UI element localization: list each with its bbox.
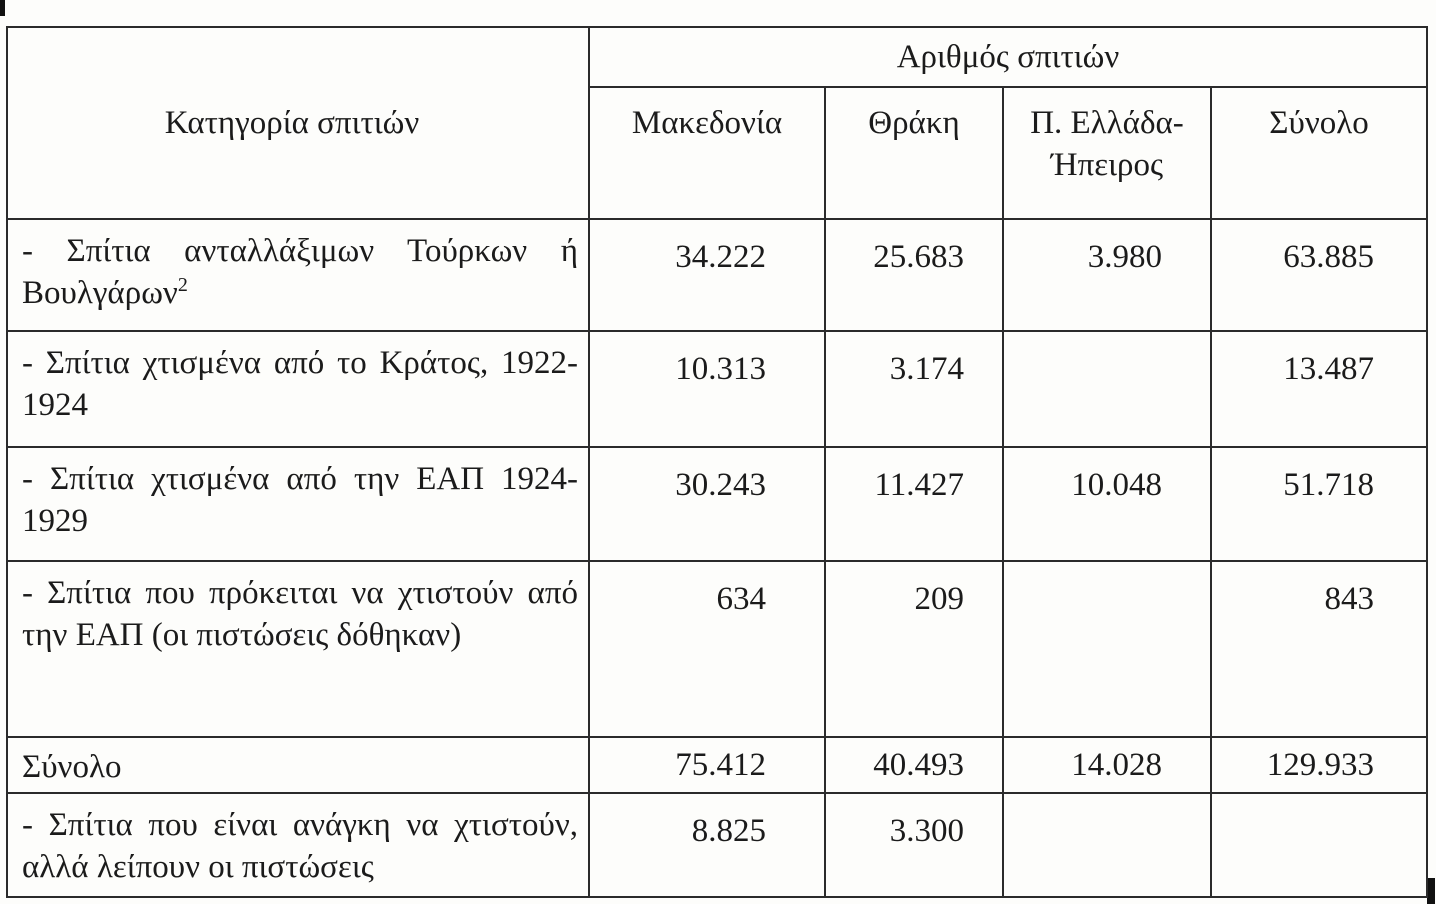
column-header-macedonia: Μακεδονία [589, 87, 825, 219]
cell-macedonia: 75.412 [589, 737, 825, 793]
table-row [7, 793, 1427, 897]
cell-macedonia: 34.222 [589, 219, 825, 331]
cell-central-greece-epirus [1003, 331, 1211, 447]
cell-macedonia: 8.825 [589, 793, 825, 897]
cell-macedonia: 634 [589, 561, 825, 737]
row-label: - Σπίτια χτισμένα από την ΕΑΠ 1924-1929 [7, 447, 589, 561]
category-header: Κατηγορία σπιτιών [7, 27, 589, 219]
table-body [7, 219, 1427, 897]
table-row-total [7, 737, 1427, 793]
row-label: - Σπίτια χτισμένα από το Κράτος, 1922-1924 [7, 331, 589, 447]
cell-macedonia: 10.313 [589, 331, 825, 447]
row-label-text: - Σπίτια ανταλλάξιμων Τούρκων ή Βουλγάρων [22, 233, 578, 312]
group-header: Αριθμός σπιτιών [589, 27, 1427, 87]
cell-central-greece-epirus: 14.028 [1003, 737, 1211, 793]
cell-thrace: 209 [825, 561, 1003, 737]
column-header-thrace: Θράκη [825, 87, 1003, 219]
column-header-total: Σύνολο [1211, 87, 1427, 219]
cell-thrace: 40.493 [825, 737, 1003, 793]
cell-thrace: 3.174 [825, 331, 1003, 447]
cell-thrace: 11.427 [825, 447, 1003, 561]
header-row-group [7, 27, 1427, 87]
column-header-central-greece-epirus: Π. Ελλάδα-Ήπειρος [1003, 87, 1211, 219]
cell-central-greece-epirus: 3.980 [1003, 219, 1211, 331]
scan-edge-mark-bottom [1427, 878, 1435, 904]
cell-total: 843 [1211, 561, 1427, 737]
cell-macedonia: 30.243 [589, 447, 825, 561]
table-row [7, 447, 1427, 561]
row-label: Σύνολο [7, 737, 589, 793]
cell-central-greece-epirus: 10.048 [1003, 447, 1211, 561]
row-label: - Σπίτια που είναι ανάγκη να χτιστούν, αλλά λείπουν οι πιστώσεις [7, 793, 589, 897]
table-row [7, 331, 1427, 447]
cell-thrace: 3.300 [825, 793, 1003, 897]
footnote-marker: 2 [177, 274, 188, 297]
table-row [7, 219, 1427, 331]
cell-central-greece-epirus [1003, 561, 1211, 737]
cell-thrace: 25.683 [825, 219, 1003, 331]
cell-central-greece-epirus [1003, 793, 1211, 897]
cell-total [1211, 793, 1427, 897]
cell-total: 13.487 [1211, 331, 1427, 447]
row-label: - Σπίτια που πρόκειται να χτιστούν από την ΕΑΠ (οι πιστώσεις δόθηκαν) [7, 561, 589, 737]
cell-total: 51.718 [1211, 447, 1427, 561]
table-header [7, 27, 1427, 219]
table-row [7, 561, 1427, 737]
row-label [7, 219, 589, 331]
cell-total: 63.885 [1211, 219, 1427, 331]
cell-total: 129.933 [1211, 737, 1427, 793]
houses-table [6, 26, 1428, 898]
scan-edge-mark-top [0, 0, 5, 16]
